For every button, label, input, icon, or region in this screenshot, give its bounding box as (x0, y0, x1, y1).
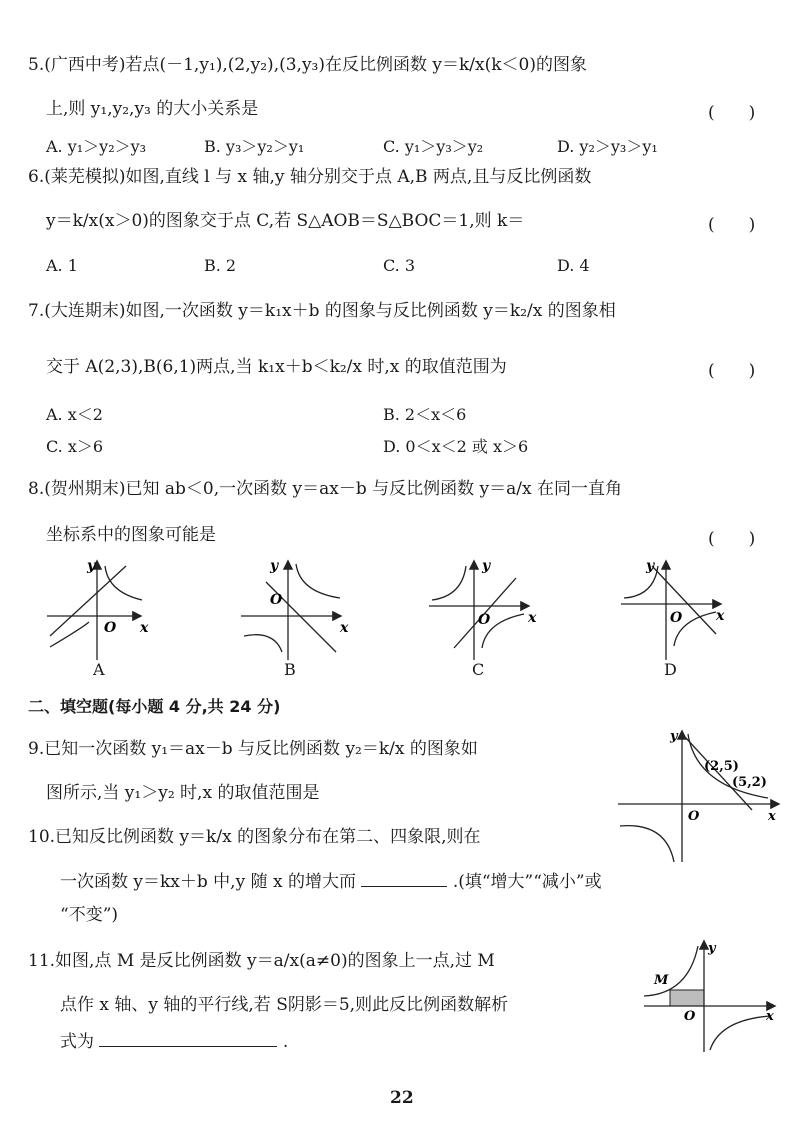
q10-stem-line2-text: 一次函数 y＝kx＋b 中,y 随 x 的增大而 (60, 872, 356, 892)
q8-label-c[interactable]: C (472, 660, 485, 679)
q6-option-b[interactable]: B. 2 (204, 256, 237, 275)
q6-answer-paren[interactable]: ( ) (708, 215, 756, 235)
page-number: 22 (390, 1088, 414, 1108)
q10-stem-line3: “不变”) (60, 905, 119, 925)
q8-d-origin: O (670, 610, 683, 626)
q11-stem-line2: 点作 x 轴、y 轴的平行线,若 S阴影＝5,则此反比例函数解析 (60, 995, 509, 1015)
q7-stem-line2: 交于 A(2,3),B(6,1)两点,当 k₁x＋b＜k₂/x 时,x 的取值范围为 (46, 357, 507, 377)
q6-stem-line1: 6.(莱芜模拟)如图,直线 l 与 x 轴,y 轴分别交于点 A,B 两点,且与反比例函数 (28, 167, 592, 187)
q8-b-y-label: y (270, 558, 279, 574)
q11-stem-line3-text: 式为 (60, 1032, 94, 1052)
q9-x-label: x (768, 809, 776, 824)
q7-option-c[interactable]: C. x＞6 (46, 437, 104, 456)
q5-stem-line1: 5.(广西中考)若点(－1,y₁),(2,y₂),(3,y₃)在反比例函数 y＝k/x(k＜0)的图象 (28, 55, 588, 75)
q11-y-label: y (708, 941, 716, 956)
q8-a-origin: O (104, 620, 117, 636)
q8-c-origin: O (478, 612, 491, 628)
q11-stem-line1: 11.如图,点 M 是反比例函数 y＝a/x(a≠0)的图象上一点,过 M (28, 951, 495, 971)
q8-label-a[interactable]: A (93, 660, 105, 679)
q6-option-a[interactable]: A. 1 (46, 256, 78, 275)
q9-answer-blank[interactable] (325, 782, 495, 798)
q8-answer-paren[interactable]: ( ) (708, 529, 756, 549)
q8-a-y-label: y (87, 558, 96, 574)
q8-stem-line1: 8.(贺州期末)已知 ab＜0,一次函数 y＝ax－b 与反比例函数 y＝a/x 在同一直角 (28, 479, 623, 499)
q8-b-origin: O (270, 592, 283, 608)
q7-option-b[interactable]: B. 2＜x＜6 (383, 405, 467, 424)
q11-x-label: x (766, 1009, 774, 1024)
q7-stem-line1: 7.(大连期末)如图,一次函数 y＝k₁x＋b 的图象与反比例函数 y＝k₂/x 的图象相 (28, 301, 616, 321)
q9-y-label: y (670, 729, 678, 744)
q8-graph-d[interactable] (616, 552, 736, 662)
q11-stem-line3: 式为 . (60, 1032, 289, 1052)
q8-a-x-label: x (140, 620, 149, 636)
q7-answer-paren[interactable]: ( ) (708, 361, 756, 381)
q8-d-x-label: x (716, 608, 725, 624)
q5-stem-line2: 上,则 y₁,y₂,y₃ 的大小关系是 (46, 99, 259, 119)
q5-option-a[interactable]: A. y₁＞y₂＞y₃ (46, 137, 147, 156)
q9-stem-line2-text: 图所示,当 y₁＞y₂ 时,x 的取值范围是 (46, 783, 320, 803)
section-heading-fill-in: 二、填空题(每小题 4 分,共 24 分) (28, 697, 281, 716)
q8-label-b[interactable]: B (284, 660, 296, 679)
q8-graph-b[interactable] (236, 552, 356, 662)
q10-stem-line2-tail: .(填“增大”“减小”或 (452, 872, 602, 892)
q8-b-x-label: x (340, 620, 349, 636)
q8-graph-a[interactable] (42, 552, 162, 662)
q9-origin: O (688, 809, 700, 824)
q7-option-a[interactable]: A. x＜2 (46, 405, 103, 424)
q7-option-d[interactable]: D. 0＜x＜2 或 x＞6 (383, 437, 529, 456)
q11-origin: O (684, 1009, 696, 1024)
q11-point-m: M (654, 973, 669, 988)
q9-figure (616, 726, 786, 866)
q6-stem-line2: y＝k/x(x＞0)的图象交于点 C,若 S△AOB＝S△BOC＝1,则 k＝ (46, 211, 525, 231)
q9-stem-line1: 9.已知一次函数 y₁＝ax－b 与反比例函数 y₂＝k/x 的图象如 (28, 739, 478, 759)
q9-stem-line2 (46, 782, 495, 804)
q8-stem-line2: 坐标系中的图象可能是 (46, 525, 216, 545)
q11-figure (640, 936, 780, 1056)
q5-option-b[interactable]: B. y₃＞y₂＞y₁ (204, 137, 305, 156)
q6-option-c[interactable]: C. 3 (383, 256, 416, 275)
q10-stem-line1: 10.已知反比例函数 y＝k/x 的图象分布在第二、四象限,则在 (28, 827, 481, 847)
q8-graph-c[interactable] (424, 552, 544, 662)
q5-option-d[interactable]: D. y₂＞y₃＞y₁ (557, 137, 658, 156)
q5-answer-paren[interactable]: ( ) (708, 103, 756, 123)
q8-c-x-label: x (528, 610, 537, 626)
q8-label-d[interactable]: D (664, 660, 677, 679)
q6-option-d[interactable]: D. 4 (557, 256, 590, 275)
q10-answer-blank[interactable] (361, 870, 447, 887)
q5-option-c[interactable]: C. y₁＞y₃＞y₂ (383, 137, 484, 156)
q8-d-y-label: y (646, 558, 655, 574)
q8-c-y-label: y (482, 558, 491, 574)
q9-point-2: (5,2) (732, 775, 767, 790)
q9-point-1: (2,5) (704, 759, 739, 774)
q11-answer-blank[interactable] (99, 1030, 277, 1047)
q10-stem-line2 (60, 870, 602, 893)
